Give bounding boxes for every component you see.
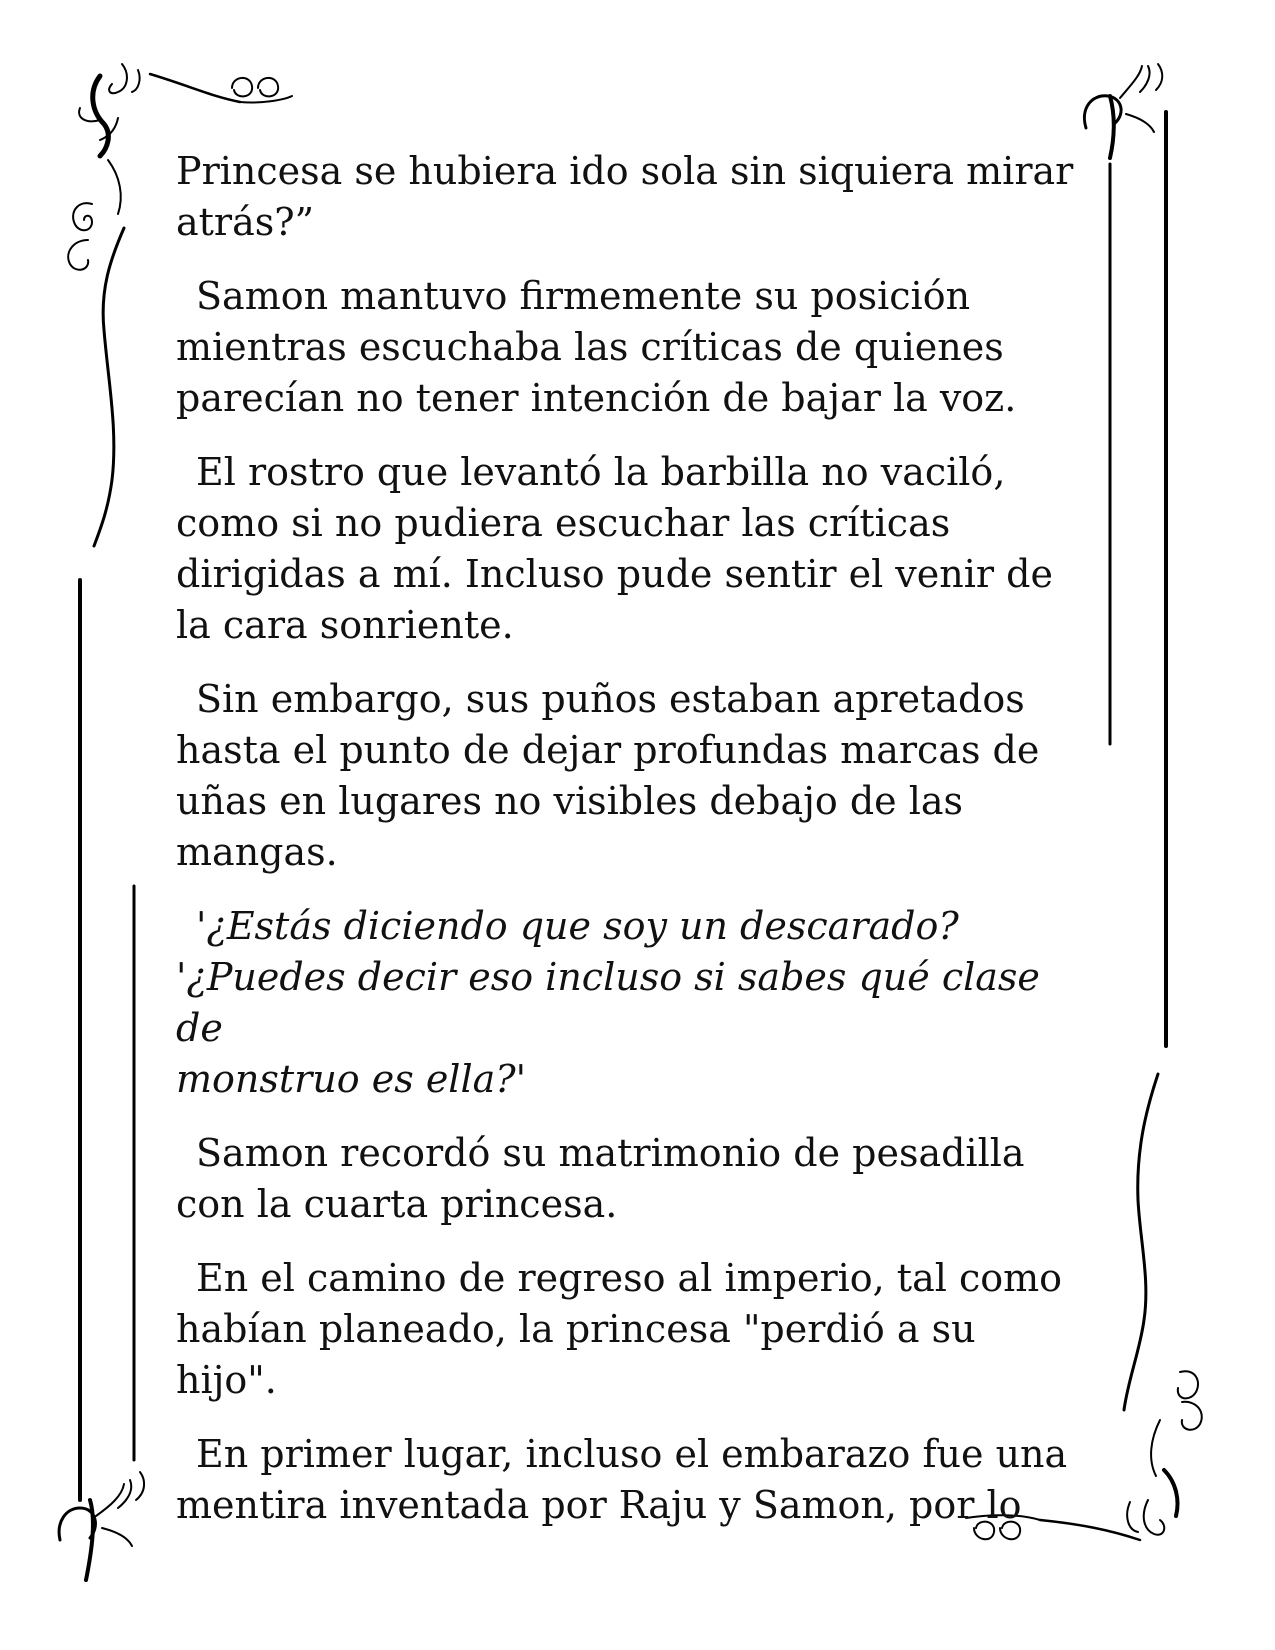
flourish-bottom-left-icon (59, 1472, 144, 1580)
paragraph-6: Samon recordó su matrimonio de pesadilla con la cuarta princesa. (176, 1131, 1025, 1226)
paragraph-1: Princesa se hubiera ido sola sin siquiera mirar atrás?” (176, 149, 1074, 244)
paragraph-7: En el camino de regreso al imperio, tal como habían planeado, la princesa "perdió a su hijo". (176, 1256, 1063, 1402)
flourish-top-right-icon (1084, 64, 1162, 158)
paragraph-4: Sin embargo, sus puños estaban apretados hasta el punto de dejar profundas marcas de uñas en lugares no visibles debajo de las mangas. (176, 677, 1040, 874)
paragraph-3: El rostro que levantó la barbilla no vaciló, como si no pudiera escuchar las críticas dirigidas a mí. Incluso pude sentir el venir de la cara sonriente. (176, 450, 1053, 647)
document-body (176, 146, 1086, 1554)
paragraph-5-thought: '¿Estás diciendo que soy un descarado? '¿Puedes decir eso incluso si sabes qué clase de monstruo es ella?' (176, 904, 1040, 1101)
paragraph-2: Samon mantuvo firmemente su posición mientras escuchaba las críticas de quienes parecían no tener intención de bajar la voz. (176, 274, 1017, 420)
paragraph-8: En primer lugar, incluso el embarazo fue una mentira inventada por Raju y Samon, por lo (176, 1432, 1068, 1527)
